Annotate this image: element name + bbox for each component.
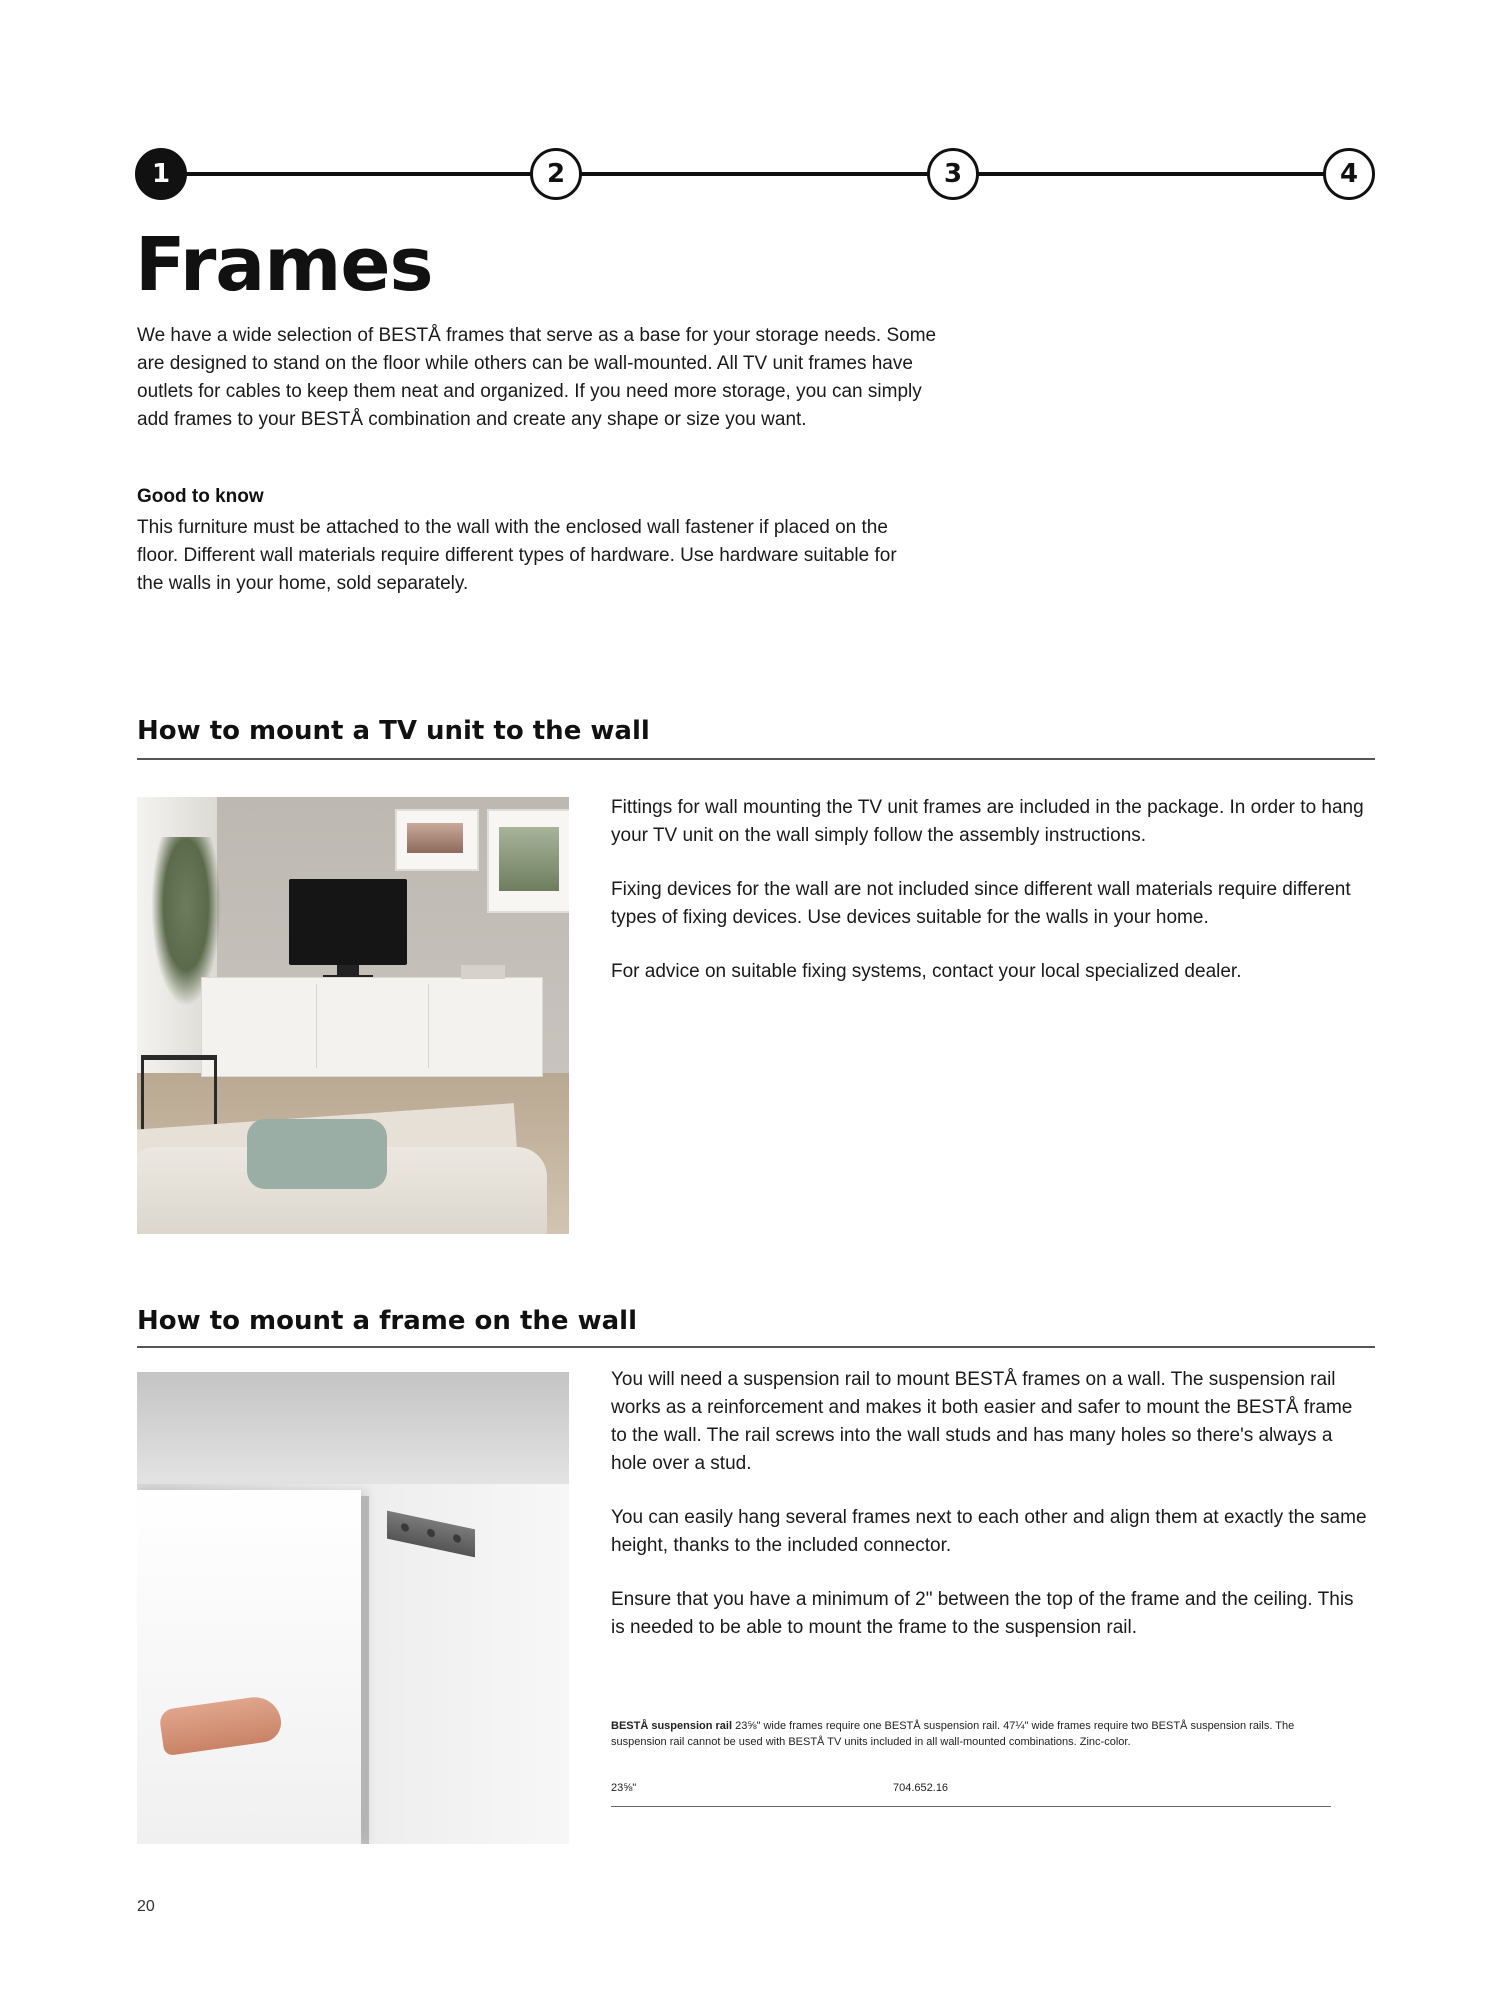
step-1: 1 — [135, 148, 187, 200]
tv-unit-photo — [137, 797, 569, 1234]
product-note — [611, 1718, 1331, 1750]
good-to-know-heading: Good to know — [137, 486, 264, 507]
tv-bench-cabinet — [201, 977, 543, 1077]
product-spec-row — [611, 1782, 1331, 1800]
suspension-rail — [387, 1511, 475, 1558]
frame-section-divider — [137, 1346, 1375, 1348]
frame-paragraph: You will need a suspension rail to mount BESTÅ frames on a wall. The suspension rail works as a reinforcement and makes it both easier and safer to mount the BESTÅ frame to the wall. The rail screws into the wall studs and has many holes so there's always a hole over a stud. — [611, 1369, 1353, 1474]
besta-frame — [137, 1490, 361, 1844]
spec-divider — [611, 1806, 1331, 1807]
frame-section-heading: How to mount a frame on the wall — [137, 1306, 637, 1336]
page-number: 20 — [137, 1898, 155, 1915]
page-title: Frames — [135, 222, 433, 308]
step-connector-line — [161, 172, 1349, 176]
step-progress — [135, 148, 1375, 200]
intro-paragraph: We have a wide selection of BESTÅ frames that serve as a base for your storage needs. Some are designed to stand on the floor while others can be wall-mounted. All TV unit frames have outlets for cables to keep them neat and organized. If you need more storage, you can simply add frames to your BESTÅ combination and create any shape or size you want. — [137, 325, 937, 430]
tv-screen — [289, 879, 407, 965]
step-2: 2 — [530, 148, 582, 200]
spec-article-number: 704.652.16 — [893, 1782, 949, 1794]
spec-size: 23⅝" — [611, 1782, 637, 1794]
tv-section-divider — [137, 758, 1375, 760]
product-note-text: 23⅝" wide frames require one BESTÅ suspension rail. 47¼" wide frames require two BESTÅ suspension rails. The suspension rail cannot be used with BESTÅ TV units included in all wall-mounted combinations. Zinc-color. — [611, 1720, 1295, 1748]
step-4: 4 — [1323, 148, 1375, 200]
tv-paragraph: For advice on suitable fixing systems, contact your local specialized dealer. — [611, 961, 1242, 982]
frame-paragraph: You can easily hang several frames next to each other and align them at exactly the same height, thanks to the included connector. — [611, 1507, 1367, 1556]
tv-paragraph: Fittings for wall mounting the TV unit frames are included in the package. In order to hang your TV unit on the wall simply follow the assembly instructions. — [611, 797, 1364, 846]
tv-section-heading: How to mount a TV unit to the wall — [137, 716, 650, 746]
suspension-rail-photo — [137, 1372, 569, 1844]
tv-paragraph: Fixing devices for the wall are not included since different wall materials require different types of fixing devices. Use devices suitable for the walls in your home. — [611, 879, 1351, 928]
tv-section-text — [611, 794, 1371, 1012]
product-name: BESTÅ suspension rail — [611, 1720, 733, 1732]
step-3: 3 — [927, 148, 979, 200]
frame-section-text — [611, 1366, 1371, 1668]
frame-paragraph: Ensure that you have a minimum of 2" between the top of the frame and the ceiling. This is needed to be able to mount the frame to the suspension rail. — [611, 1589, 1354, 1638]
good-to-know-text: This furniture must be attached to the wall with the enclosed wall fastener if placed on the floor. Different wall materials require different types of hardware. Use hardware suitable for the walls in your home, sold separately. — [137, 517, 897, 594]
